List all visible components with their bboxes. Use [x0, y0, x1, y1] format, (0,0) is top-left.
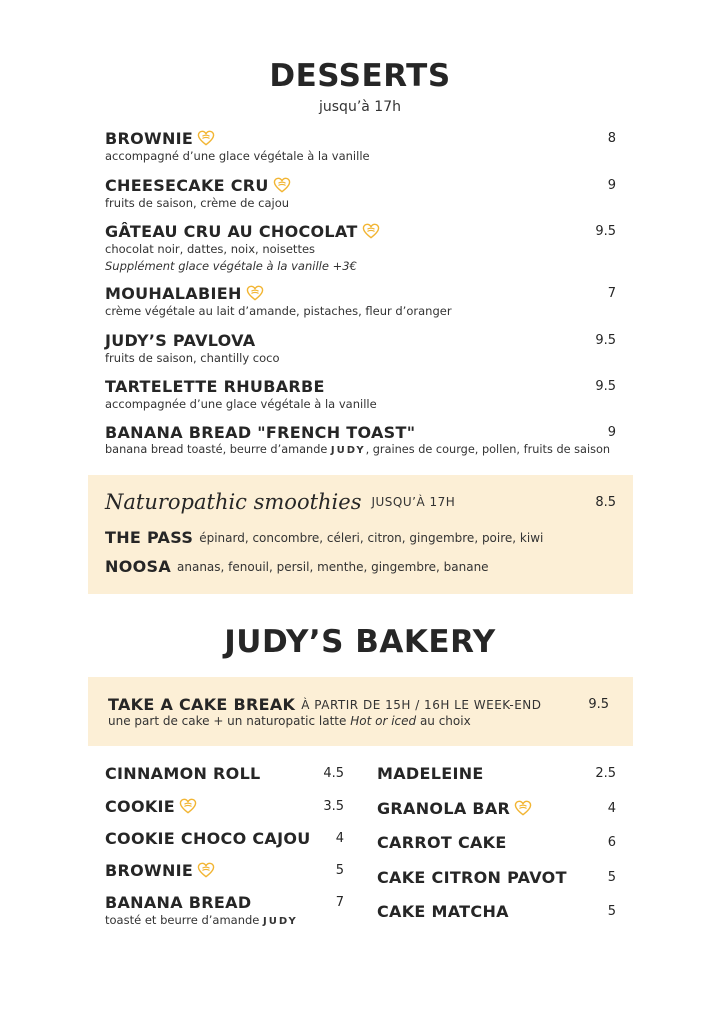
description-part: banana bread toasté, beurre d’amande	[105, 443, 331, 456]
dessert-item-brownie	[105, 128, 616, 164]
dessert-item-mouhalabieh	[105, 283, 616, 319]
item-price: 7	[335, 894, 344, 910]
item-name: CAKE MATCHA	[377, 901, 509, 921]
smoothie-item-the-pass	[105, 528, 543, 547]
item-price: 7	[607, 285, 616, 301]
item-name: BANANA BREAD "FRENCH TOAST"	[105, 422, 416, 442]
cake-break-header	[108, 695, 609, 714]
bakery-item-madeleine	[377, 763, 616, 783]
cake-break-price: 9.5	[588, 697, 609, 712]
item-description	[105, 442, 616, 459]
item-price: 3.5	[323, 798, 344, 814]
description-part: au choix	[416, 714, 471, 728]
heart-icon	[197, 130, 215, 146]
bakery-item-cookie-choco-cajou	[105, 828, 344, 848]
dessert-item-pavlova	[105, 330, 616, 366]
description-italic: Hot or iced	[350, 714, 417, 728]
item-price: 9.5	[595, 378, 616, 394]
bakery-item-granola-bar	[377, 798, 616, 818]
bakery-item-cinnamon-roll	[105, 763, 344, 783]
item-description: crème végétale au lait d’amande, pistaches, fleur d’oranger	[105, 304, 452, 318]
item-price: 4.5	[323, 765, 344, 781]
bakery-item-carrot-cake	[377, 832, 616, 852]
description-part: , graines de courge, pollen, fruits de saison	[365, 443, 611, 456]
smoothies-time: JUSQU’À 17H	[371, 495, 456, 509]
cake-break-name: TAKE A CAKE BREAK	[108, 695, 296, 714]
item-description: fruits de saison, crème de cajou	[105, 196, 290, 210]
item-name: JUDY’S PAVLOVA	[105, 330, 256, 350]
item-name: BROWNIE	[105, 860, 194, 880]
item-description: fruits de saison, chantilly coco	[105, 351, 280, 365]
heart-icon	[197, 862, 215, 878]
item-description: accompagné d’une glace végétale à la vanille	[105, 149, 370, 163]
item-price: 4	[335, 830, 344, 846]
item-name: GÂTEAU CRU AU CHOCOLAT	[105, 221, 358, 241]
bakery-item-cake-matcha	[377, 901, 616, 921]
item-name: THE PASS	[105, 528, 194, 547]
item-description	[105, 912, 344, 930]
item-name: NOOSA	[105, 557, 171, 576]
dessert-item-banana-bread	[105, 422, 616, 459]
item-price: 8	[607, 130, 616, 146]
bakery-item-cookie	[105, 796, 344, 816]
item-name: CARROT CAKE	[377, 832, 507, 852]
bakery-title: JUDY’S BAKERY	[224, 624, 496, 660]
item-name: CAKE CITRON PAVOT	[377, 867, 567, 887]
item-price: 5	[335, 862, 344, 878]
dessert-item-tartelette	[105, 376, 616, 412]
smoothie-item-noosa	[105, 557, 489, 576]
smoothies-price: 8.5	[595, 494, 616, 510]
description-part: une part de cake + un naturopatic latte	[108, 714, 351, 728]
item-price: 2.5	[595, 765, 616, 781]
heart-icon	[362, 223, 380, 239]
item-name: COOKIE	[105, 796, 176, 816]
item-name: MADELEINE	[377, 763, 484, 783]
item-name: CHEESECAKE CRU	[105, 175, 269, 195]
heart-icon	[273, 177, 291, 193]
item-description: accompagnée d’une glace végétale à la vanille	[105, 397, 377, 411]
cake-break-description	[108, 713, 471, 729]
item-description: chocolat noir, dattes, noix, noisettes	[105, 242, 316, 256]
heart-icon	[246, 285, 264, 301]
desserts-title: DESSERTS	[269, 58, 451, 94]
item-price: 9.5	[595, 223, 616, 239]
item-price: 4	[607, 800, 616, 816]
item-price: 9.5	[595, 332, 616, 348]
bakery-item-banana-bread	[105, 892, 344, 930]
dessert-item-gateau	[105, 221, 616, 274]
brand-name: JUDY	[330, 445, 366, 456]
description-part: toasté et beurre d’amande	[105, 913, 264, 927]
item-name: TARTELETTE RHUBARBE	[105, 376, 325, 396]
cake-break-time: À PARTIR DE 15H / 16H LE WEEK-END	[301, 697, 542, 712]
dessert-item-cheesecake	[105, 175, 616, 211]
item-description: épinard, concombre, céleri, citron, gingembre, poire, kiwi	[199, 530, 544, 545]
item-name: CINNAMON ROLL	[105, 763, 261, 783]
smoothies-title: Naturopathic smoothies	[105, 490, 362, 514]
desserts-subtitle: jusqu’à 17h	[319, 99, 401, 115]
item-name: BANANA BREAD	[105, 892, 252, 912]
heart-icon	[179, 798, 197, 814]
item-note: Supplément glace végétale à la vanille +3€	[105, 259, 357, 273]
item-name: GRANOLA BAR	[377, 798, 511, 818]
heart-icon	[514, 800, 532, 816]
bakery-item-brownie	[105, 860, 344, 880]
item-name: BROWNIE	[105, 128, 194, 148]
item-price: 5	[607, 869, 616, 885]
smoothies-header	[105, 490, 616, 514]
item-description: ananas, fenouil, persil, menthe, gingembre, banane	[177, 559, 489, 574]
item-price: 9	[607, 424, 616, 440]
item-price: 6	[607, 834, 616, 850]
item-name: COOKIE CHOCO CAJOU	[105, 828, 311, 848]
item-name: MOUHALABIEH	[105, 283, 242, 303]
brand-name: JUDY	[263, 916, 298, 927]
item-price: 9	[607, 177, 616, 193]
item-price: 5	[607, 903, 616, 919]
bakery-item-cake-citron-pavot	[377, 867, 616, 887]
